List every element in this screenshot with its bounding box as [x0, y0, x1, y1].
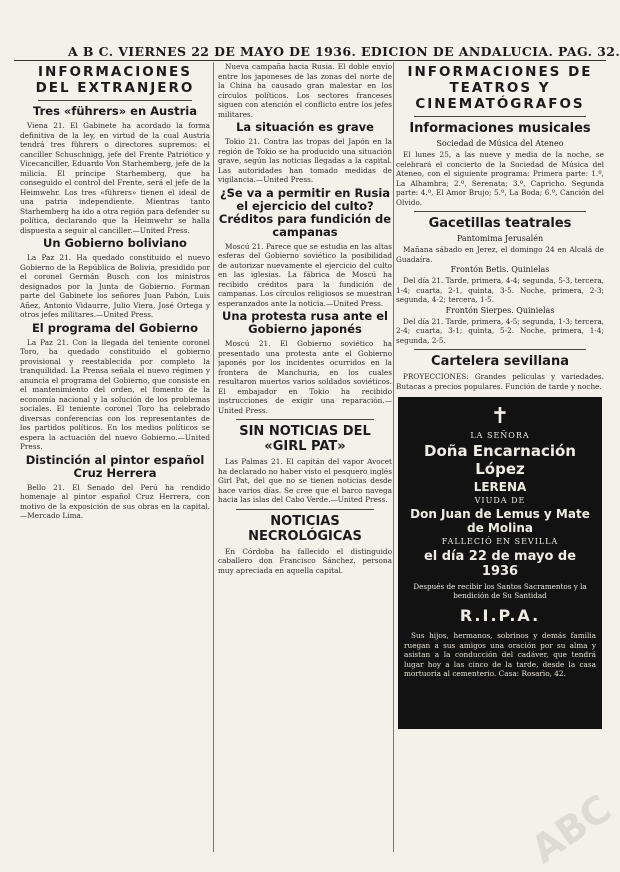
article-body: El lunes 25, a las nueve y media de la noche, se celebrará el concierto de la Sociedad de Música del Ateneo, con el siguiente programa: Primera parte: 1.º, La Alhambra; 2.º, Serenata; 3.º, Capricho. Segunda parte: 4.º, El Amor Brujo; 5.º, La Boda; 6.º, Canción del Olvido. — [396, 150, 604, 207]
article-title: NOTICIAS NECROLÓGICAS — [248, 513, 362, 544]
article-subtitle: Frontón Betis. Quinielas — [450, 265, 550, 274]
article-title: El programa del Gobierno — [31, 320, 199, 335]
header-rule — [14, 60, 606, 61]
article-body: En Córdoba ha fallecido el distinguido caballero don Francisco Sánchez, persona muy apreciada en aquella capital. — [218, 546, 392, 575]
death-widow: VIUDA DE — [474, 496, 526, 505]
section-title: INFORMACIONES DE TEATROS Y CINEMATÓGRAFOS — [407, 64, 593, 112]
article-subtitle: Sociedad de Música del Ateneo — [436, 139, 564, 148]
article-body: Tokio 21. Contra las tropas del Japón en la región de Tokio se ha producido una situación grave, según las noticias llegadas a la capital. Las autoridades han tomado medidas de vigilancia.—United Press. — [218, 137, 392, 184]
article-body: Viena 21. El Gabinete ha acordado la forma definitiva de la ley, en virtud de la cual Austria tendrá tres führers o directores supremos: el canciller Schuschnigg, jefe del Frente Patriótico y Vicecanciller, Eduardo Von Starhemberg, jefe de la milicia. El príncipe Starhemberg, que ha conseguido el control del Frente, será el jefe de la Heimwehr. Los tres «führers» tienen el ideal de una patria independiente. Mientras tanto Starhemberg ha ido a otra región para defender su política, declarando que la Heimwehr se halla dispuesta a seguir al canciller.—United Press. — [20, 121, 210, 235]
death-label: LA SEÑORA — [470, 431, 530, 440]
section-title: INFORMACIONES DEL EXTRANJERO — [35, 64, 195, 96]
article-title: Una protesta rusa ante el Gobierno japonés — [222, 309, 388, 336]
column-divider — [393, 62, 394, 852]
article-subtitle: Frontón Sierpes. Quinielas — [445, 305, 555, 315]
cross-icon: ✝ — [490, 404, 510, 429]
death-surname: LERENA — [473, 480, 527, 494]
article-title: La situación es grave — [236, 120, 374, 134]
article-body: La Paz 21. Ha quedado constituido el nuevo Gobierno de la República de Bolivia, presidido por el coronel Germán Busch con los ministros designados por la Junta de Gobierno. Forman parte del Gabinete los señores Juan Pabón, Luis Añez, Antonio Vidaurre, Julio Viera, José Ortega y otros jefes militares.—United Press. — [20, 253, 210, 319]
article-title: Tres «führers» en Austria — [33, 104, 197, 118]
article-body: PROYECCIONES: Grandes películas y variedades. Butacas a precios populares. Función de tarde y noche. — [396, 372, 604, 391]
column-divider — [213, 62, 214, 852]
article-subtitle: Pantomima Jerusalén — [456, 234, 544, 243]
article-body: Del día 21. Tarde, primera, 4-4; segunda, 5-3, tercera, 1-4; cuarta, 2-1, quinta, 3-5. Noche, primera, 2-3; segunda, 4-2; tercera, 1-5. — [396, 276, 604, 304]
article-body: Bello 21. El Senado del Perú ha rendido homenaje al pintor español Cruz Herrera, con motivo de la exposición de sus obras en la capital.—Mercado Lima. — [20, 482, 210, 520]
article-title: SIN NOTICIAS DEL «GIRL PAT» — [239, 424, 371, 454]
article-body: Nueva campaña hacia Rusia. El doble envío entre los japoneses de las zonas del norte de la China ha causado gran malestar en los círculos políticos. Los sectores franceses siguen con atención el conflicto entre los jefes militares. — [218, 62, 392, 119]
article-body: Del día 21. Tarde, primera, 4-5; segunda, 1-3; tercera, 2-4; cuarta, 3-1; quinta, 5-2. Noche, primera, 1-4; segunda, 2-5. — [396, 316, 604, 345]
death-name: Doña Encarnación López — [424, 442, 576, 478]
article-body: La Paz 21. Con la llegada del teniente coronel Toro, ha quedado constituido el gobierno provisional y reestablecida por completo la tranquilidad. La Prensa señala el nuevo régimen y anuncia el programa del Gobierno, que consiste en el mantenimiento del orden, el fomento de la economía nacional y la solución de los problemas sociales. El teniente coronel Toro ha celebrado diversas conferencias con los representantes de los partidos políticos. En los medios políticos se espera la actuación del nuevo Gobierno.—United Press. — [20, 337, 210, 451]
death-husband: Don Juan de Lemus y Mate de Molina — [410, 507, 590, 535]
column-foreign-news — [20, 62, 210, 852]
watermark: ABC — [522, 786, 619, 872]
death-rip: R.I.P.A. — [459, 606, 541, 625]
death-date: el día 22 de mayo de 1936 — [423, 549, 577, 579]
death-sacraments: Después de recibir los Santos Sacramentos y la bendición de Su Santidad — [413, 582, 587, 600]
death-text: Sus hijos, hermanos, sobrinos y demás familia ruegan a sus amigos una oración por su alma y asistan a la conducción del cadáver, que tendrá lugar hoy a las cinco de la tarde, desde la casa mortuoria al cementerio. Casa: Rosario, 42. — [404, 631, 596, 678]
article-body: Moscú 21. Parece que se estudia en las altas esferas del Gobierno soviético la posibilidad de autorizar nuevamente el ejercicio del culto en las iglesias. La fábrica de Moscú ha recibido créditos para la fundición de campanas. Los círculos religiosos se muestran esperanzados ante la noticia.—United Press. — [218, 241, 392, 308]
article-body: Moscú 21. El Gobierno soviético ha presentado una protesta ante el Gobierno japonés por los incidentes ocurridos en la frontera de Manchuria, en los cuales resultaron muertos varios soldados soviéticos. El embajador en Tokio ha recibido instrucciones de exigir una reparación.—United Press. — [218, 339, 392, 415]
column-theatre — [396, 62, 604, 852]
article-title: Distinción al pintor español Cruz Herrera — [25, 452, 205, 480]
death-died: FALLECIÓ EN SEVILLA — [441, 537, 559, 546]
article-title: Gacetillas teatrales — [428, 216, 572, 231]
article-title: Cartelera sevillana — [431, 354, 569, 369]
column-news — [218, 62, 392, 852]
article-title: ¿Se va a permitir en Rusia el ejercicio del culto? Créditos para fundición de campanas — [218, 185, 392, 239]
page-header: A B C. VIERNES 22 DE MAYO DE 1936. EDICION DE ANDALUCIA. PAG. 32. — [68, 44, 620, 59]
article-title: Un Gobierno boliviano — [43, 236, 187, 250]
article-body: Las Palmas 21. El capitán del vapor Avocet ha declarado no haber visto el pesquero inglés Girl Pat, del que no se tienen noticias desde hace varios días. Se cree que el barco navega hacia las islas del Cabo Verde.—United Press. — [218, 457, 392, 504]
article-title: Informaciones musicales — [409, 121, 591, 136]
article-body: Mañana sábado en Jerez, el domingo 24 en Alcalá de Guadaíra. — [396, 245, 604, 264]
death-notice — [398, 397, 602, 729]
